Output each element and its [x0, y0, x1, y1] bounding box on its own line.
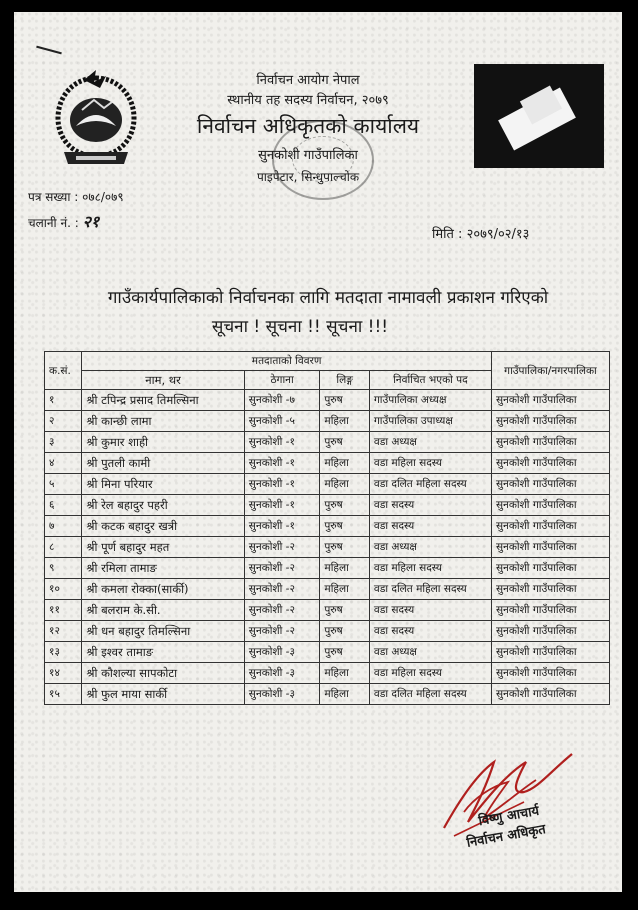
- row-address: सुनकोशी -३: [244, 642, 320, 663]
- row-name: श्री मिना परियार: [82, 474, 244, 495]
- row-address: सुनकोशी -२: [244, 600, 320, 621]
- row-municipality: सुनकोशी गाउँपालिका: [491, 432, 609, 453]
- row-municipality: सुनकोशी गाउँपालिका: [491, 411, 609, 432]
- row-sn: ८: [45, 537, 82, 558]
- row-name: श्री पुतली कामी: [82, 453, 244, 474]
- row-name: श्री कमला रोक्का(सार्की): [82, 579, 244, 600]
- row-name: श्री कान्छी लामा: [82, 411, 244, 432]
- row-post: वडा अध्यक्ष: [369, 537, 491, 558]
- row-sn: १: [45, 390, 82, 411]
- table-row: [45, 474, 610, 495]
- row-name: श्री टपिन्द्र प्रसाद तिमल्सिना: [82, 390, 244, 411]
- row-gender: महिला: [320, 579, 369, 600]
- row-post: वडा दलित महिला सदस्य: [369, 474, 491, 495]
- row-post: गाउँपालिका अध्यक्ष: [369, 390, 491, 411]
- row-sn: ६: [45, 495, 82, 516]
- table-row: [45, 495, 610, 516]
- header-address: ठेगाना: [244, 371, 320, 390]
- row-address: सुनकोशी -१: [244, 495, 320, 516]
- row-name: श्री बलराम के.सी.: [82, 600, 244, 621]
- row-post: वडा महिला सदस्य: [369, 663, 491, 684]
- notice-title: गाउँकार्यपालिकाको निर्वाचनका लागि मतदाता नामावली प्रकाशन गरिएको: [107, 288, 549, 308]
- row-address: सुनकोशी -१: [244, 432, 320, 453]
- photo-box: [474, 64, 604, 168]
- row-municipality: सुनकोशी गाउँपालिका: [491, 600, 609, 621]
- row-gender: महिला: [320, 684, 369, 705]
- notice-subtitle: सूचना ! सूचना !! सूचना !!!: [211, 317, 389, 337]
- row-gender: पुरुष: [320, 432, 369, 453]
- row-sn: १३: [45, 642, 82, 663]
- document-page: [14, 12, 622, 892]
- header-group: मतदाताको विवरण: [82, 352, 492, 371]
- row-municipality: सुनकोशी गाउँपालिका: [491, 621, 609, 642]
- row-gender: महिला: [320, 411, 369, 432]
- table-row: [45, 642, 610, 663]
- row-name: श्री कुमार शाही: [82, 432, 244, 453]
- row-sn: ११: [45, 600, 82, 621]
- row-post: वडा सदस्य: [369, 516, 491, 537]
- header-commission: निर्वाचन आयोग नेपाल: [256, 73, 360, 88]
- header-address: पाइपेटार, सिन्धुपाल्चोक: [256, 170, 360, 184]
- table-row: [45, 621, 610, 642]
- row-municipality: सुनकोशी गाउँपालिका: [491, 579, 609, 600]
- row-address: सुनकोशी -१: [244, 516, 320, 537]
- row-post: वडा सदस्य: [369, 621, 491, 642]
- office-stamp: [272, 120, 374, 200]
- row-gender: पुरुष: [320, 537, 369, 558]
- header-gender: लिङ्ग: [320, 371, 369, 390]
- voter-table: [44, 351, 610, 705]
- row-address: सुनकोशी -३: [244, 663, 320, 684]
- row-address: सुनकोशी -३: [244, 684, 320, 705]
- table-row: [45, 558, 610, 579]
- row-name: श्री रमिला तामाङ: [82, 558, 244, 579]
- pen-mark: [36, 46, 62, 55]
- row-gender: पुरुष: [320, 600, 369, 621]
- row-gender: पुरुष: [320, 621, 369, 642]
- row-name: श्री फुल माया सार्की: [82, 684, 244, 705]
- row-post: गाउँपालिका उपाध्यक्ष: [369, 411, 491, 432]
- row-sn: ४: [45, 453, 82, 474]
- header-sn: क.सं.: [45, 352, 82, 390]
- row-name: श्री इश्वर तामाङ: [82, 642, 244, 663]
- row-sn: ९: [45, 558, 82, 579]
- row-municipality: सुनकोशी गाउँपालिका: [491, 684, 609, 705]
- row-address: सुनकोशी -२: [244, 621, 320, 642]
- table-row: [45, 432, 610, 453]
- table-row: [45, 684, 610, 705]
- row-municipality: सुनकोशी गाउँपालिका: [491, 516, 609, 537]
- row-post: वडा दलित महिला सदस्य: [369, 579, 491, 600]
- row-sn: ३: [45, 432, 82, 453]
- row-post: वडा सदस्य: [369, 600, 491, 621]
- row-address: सुनकोशी -१: [244, 453, 320, 474]
- row-gender: महिला: [320, 453, 369, 474]
- row-post: वडा दलित महिला सदस्य: [369, 684, 491, 705]
- header-office: निर्वाचन अधिकृतको कार्यालय: [196, 114, 420, 138]
- row-name: श्री कौशल्या सापकोटा: [82, 663, 244, 684]
- row-post: वडा अध्यक्ष: [369, 642, 491, 663]
- row-sn: १२: [45, 621, 82, 642]
- table-row: [45, 411, 610, 432]
- row-post: वडा महिला सदस्य: [369, 453, 491, 474]
- row-sn: १०: [45, 579, 82, 600]
- row-municipality: सुनकोशी गाउँपालिका: [491, 495, 609, 516]
- row-name: श्री पूर्ण बहादुर महत: [82, 537, 244, 558]
- row-municipality: सुनकोशी गाउँपालिका: [491, 663, 609, 684]
- row-municipality: सुनकोशी गाउँपालिका: [491, 558, 609, 579]
- row-gender: पुरुष: [320, 495, 369, 516]
- row-sn: १४: [45, 663, 82, 684]
- row-gender: महिला: [320, 663, 369, 684]
- row-gender: महिला: [320, 474, 369, 495]
- row-sn: २: [45, 411, 82, 432]
- row-gender: महिला: [320, 558, 369, 579]
- row-gender: पुरुष: [320, 516, 369, 537]
- table-row: [45, 390, 610, 411]
- row-address: सुनकोशी -१: [244, 474, 320, 495]
- table-row: [45, 516, 610, 537]
- dispatch-value: २१: [82, 212, 100, 231]
- row-address: सुनकोशी -२: [244, 579, 320, 600]
- row-name: श्री धन बहादुर तिमल्सिना: [82, 621, 244, 642]
- table-row: [45, 663, 610, 684]
- row-municipality: सुनकोशी गाउँपालिका: [491, 474, 609, 495]
- header-post: निर्वाचित भएको पद: [369, 371, 491, 390]
- row-sn: ५: [45, 474, 82, 495]
- table-row: [45, 453, 610, 474]
- table-row: [45, 537, 610, 558]
- row-sn: १५: [45, 684, 82, 705]
- row-post: वडा अध्यक्ष: [369, 432, 491, 453]
- dispatch-label: चलानी नं. :: [28, 216, 79, 230]
- row-gender: पुरुष: [320, 390, 369, 411]
- header-place: सुनकोशी गाउँपालिका: [258, 148, 358, 163]
- row-post: वडा सदस्य: [369, 495, 491, 516]
- row-gender: पुरुष: [320, 642, 369, 663]
- row-post: वडा महिला सदस्य: [369, 558, 491, 579]
- letter-number: पत्र सख्या : ०७८/०७९: [28, 190, 124, 204]
- row-municipality: सुनकोशी गाउँपालिका: [491, 390, 609, 411]
- row-address: सुनकोशी -२: [244, 537, 320, 558]
- row-name: श्री रेल बहादुर पहरी: [82, 495, 244, 516]
- header-election: स्थानीय तह सदस्य निर्वाचन, २०७९: [227, 93, 389, 108]
- dispatch-number: [28, 210, 99, 232]
- table-row: [45, 579, 610, 600]
- table-row: [45, 600, 610, 621]
- header-municipality: गाउँपालिका/नगरपालिका: [491, 352, 609, 390]
- document-date: मिति : २०७९/०२/१३: [432, 227, 530, 242]
- signatory-name: विष्णु आचार्य: [477, 803, 541, 830]
- row-sn: ७: [45, 516, 82, 537]
- row-address: सुनकोशी -७: [244, 390, 320, 411]
- row-address: सुनकोशी -५: [244, 411, 320, 432]
- row-municipality: सुनकोशी गाउँपालिका: [491, 642, 609, 663]
- signatory-title: निर्वाचन अधिकृत: [465, 822, 547, 851]
- header-name: नाम, थर: [82, 371, 244, 390]
- row-municipality: सुनकोशी गाउँपालिका: [491, 453, 609, 474]
- row-name: श्री कटक बहादुर खत्री: [82, 516, 244, 537]
- row-municipality: सुनकोशी गाउँपालिका: [491, 537, 609, 558]
- row-address: सुनकोशी -२: [244, 558, 320, 579]
